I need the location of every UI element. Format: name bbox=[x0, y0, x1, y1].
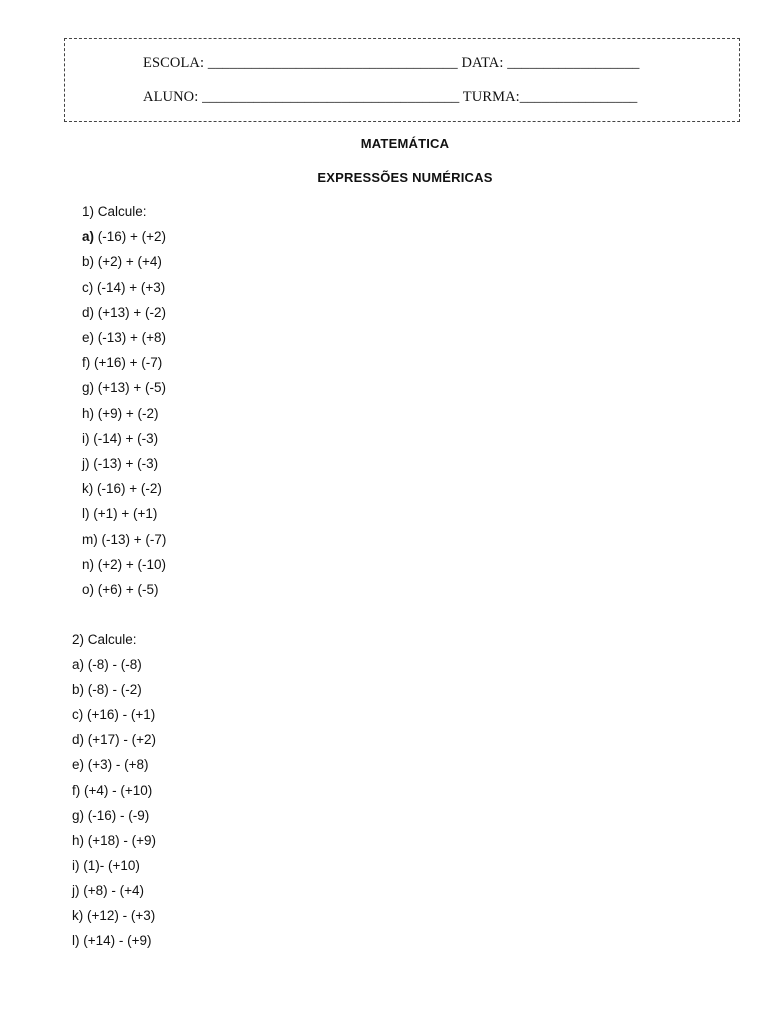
exercise-item bbox=[82, 401, 166, 426]
item-expression: (+17) - (+2) bbox=[84, 732, 157, 748]
exercise-heading: 1) Calcule: bbox=[82, 204, 147, 219]
item-expression: (-14) + (-3) bbox=[89, 430, 159, 446]
item-letter: k) bbox=[72, 908, 84, 924]
item-expression: (+3) - (+8) bbox=[84, 757, 149, 773]
exercise-item bbox=[72, 652, 156, 677]
exercise-item bbox=[82, 275, 166, 300]
item-letter: h) bbox=[72, 832, 85, 848]
item-expression: (+9) + (-2) bbox=[94, 405, 159, 421]
exercise-item bbox=[72, 727, 156, 752]
item-letter: d) bbox=[72, 732, 85, 748]
exercise-item bbox=[82, 426, 166, 451]
exercise-item bbox=[82, 350, 166, 375]
item-letter: a) bbox=[72, 657, 85, 673]
item-expression: (+6) + (-5) bbox=[94, 582, 159, 598]
item-expression: (-13) + (-3) bbox=[89, 456, 159, 472]
exercise-2 bbox=[72, 627, 156, 953]
item-letter: e) bbox=[82, 330, 95, 346]
item-expression: (+8) - (+4) bbox=[79, 882, 145, 898]
item-letter: c) bbox=[72, 707, 84, 723]
exercise-item bbox=[82, 527, 166, 552]
item-letter: b) bbox=[82, 254, 95, 270]
exercise-item bbox=[72, 778, 156, 803]
exercise-item bbox=[72, 828, 156, 853]
item-expression: (-14) + (+3) bbox=[93, 279, 166, 295]
subject-title: MATEMÁTICA bbox=[360, 136, 450, 151]
item-letter: f) bbox=[82, 355, 91, 371]
item-expression: (+4) - (+10) bbox=[80, 782, 153, 798]
item-expression: (+18) - (+9) bbox=[84, 832, 157, 848]
item-expression: (+2) + (+4) bbox=[94, 254, 162, 270]
item-expression: (+13) + (-5) bbox=[94, 380, 167, 396]
item-letter: g) bbox=[72, 807, 85, 823]
item-letter: l) bbox=[72, 933, 80, 949]
exercise-item bbox=[72, 803, 156, 828]
exercise-item bbox=[72, 853, 156, 878]
item-expression: (1)- (+10) bbox=[79, 857, 140, 873]
item-letter: j) bbox=[72, 882, 80, 898]
exercise-item bbox=[72, 677, 156, 702]
exercise-item bbox=[82, 476, 166, 501]
item-letter: b) bbox=[72, 682, 85, 698]
item-letter: c) bbox=[82, 279, 94, 295]
exercise-item bbox=[72, 903, 156, 928]
exercise-item bbox=[82, 451, 166, 476]
exercise-item bbox=[82, 325, 166, 350]
exercise-heading: 2) Calcule: bbox=[72, 632, 137, 647]
item-letter: d) bbox=[82, 304, 95, 320]
item-expression: (-8) - (-8) bbox=[84, 657, 142, 673]
item-expression: (+2) + (-10) bbox=[94, 556, 167, 572]
exercise-item bbox=[72, 752, 156, 777]
item-expression: (-16) + (-2) bbox=[93, 481, 162, 497]
item-letter: a) bbox=[82, 229, 95, 245]
exercise-item bbox=[72, 878, 156, 903]
item-expression: (+16) - (+1) bbox=[83, 707, 156, 723]
item-expression: (-8) - (-2) bbox=[84, 682, 142, 698]
item-letter: f) bbox=[72, 782, 81, 798]
item-letter: l) bbox=[82, 506, 90, 522]
exercise-1 bbox=[82, 199, 166, 602]
item-expression: (+13) + (-2) bbox=[94, 304, 167, 320]
exercise-item bbox=[82, 224, 166, 249]
school-date-line: ESCOLA: __________________________________ DATA: __________________ bbox=[143, 55, 640, 71]
item-expression: (-13) + (-7) bbox=[97, 531, 167, 547]
student-info-box bbox=[64, 38, 740, 122]
item-expression: (+16) + (-7) bbox=[90, 355, 163, 371]
item-letter: e) bbox=[72, 757, 85, 773]
item-expression: (+14) - (+9) bbox=[79, 933, 152, 949]
topic-title: EXPRESSÕES NUMÉRICAS bbox=[317, 170, 493, 185]
item-expression: (+12) - (+3) bbox=[83, 908, 156, 924]
item-expression: (-13) + (+8) bbox=[94, 330, 167, 346]
exercise-item bbox=[72, 928, 156, 953]
item-letter: k) bbox=[82, 481, 94, 497]
exercise-item bbox=[82, 552, 166, 577]
student-class-line: ALUNO: ___________________________________ TURMA:________________ bbox=[143, 89, 638, 105]
exercise-item bbox=[72, 702, 156, 727]
exercise-item bbox=[82, 300, 166, 325]
item-letter: j) bbox=[82, 456, 90, 472]
item-letter: i) bbox=[82, 430, 90, 446]
item-expression: (-16) + (+2) bbox=[94, 229, 167, 245]
item-letter: m) bbox=[82, 531, 98, 547]
item-letter: n) bbox=[82, 556, 95, 572]
item-expression: (+1) + (+1) bbox=[89, 506, 158, 522]
item-expression: (-16) - (-9) bbox=[84, 807, 150, 823]
item-letter: i) bbox=[72, 857, 80, 873]
exercise-item bbox=[82, 375, 166, 400]
exercise-item bbox=[82, 249, 166, 274]
item-letter: o) bbox=[82, 582, 95, 598]
item-letter: g) bbox=[82, 380, 95, 396]
exercise-item bbox=[82, 577, 166, 602]
exercise-item bbox=[82, 501, 166, 526]
item-letter: h) bbox=[82, 405, 95, 421]
